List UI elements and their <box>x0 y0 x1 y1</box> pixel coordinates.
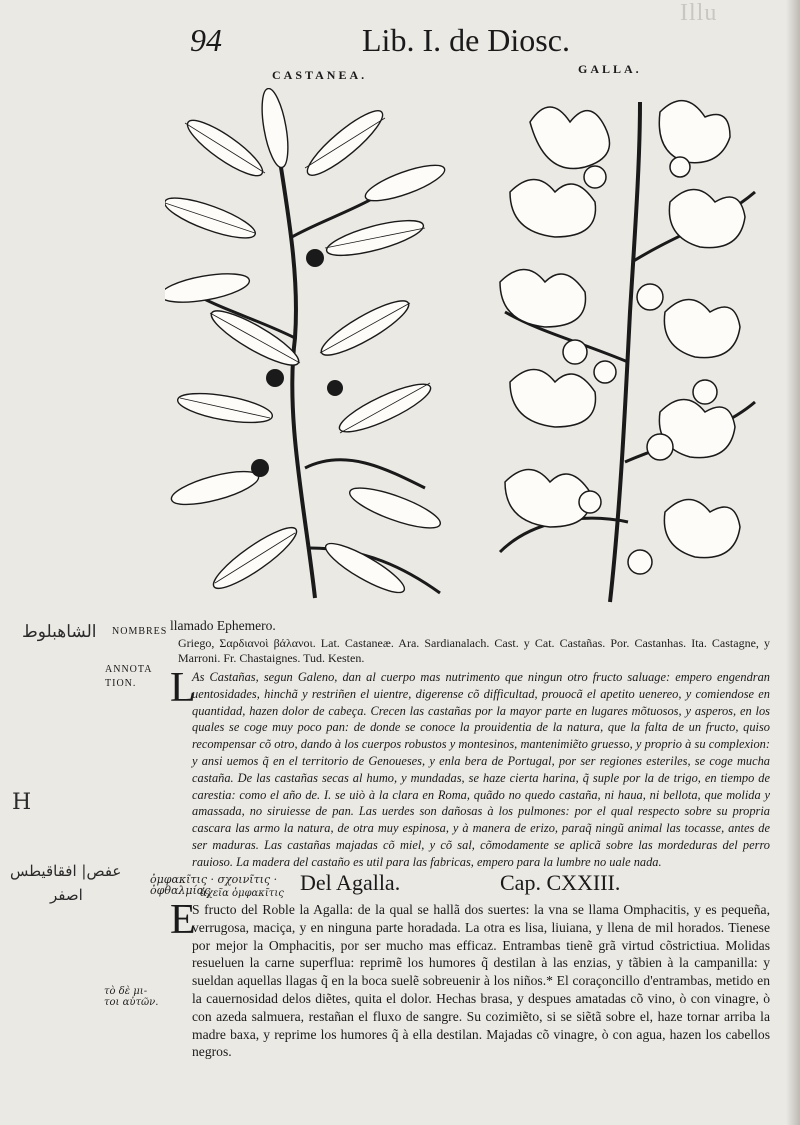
margin-arabic-3: اصفر <box>50 886 83 904</box>
galla-greek-heading-2: ἀχεῖα ὀμφακῖτις <box>200 888 284 899</box>
margin-nombres: NOMBRES <box>112 626 168 637</box>
galla-label: GALLA. <box>578 62 642 76</box>
castanea-woodcut <box>165 88 455 608</box>
page-edge-shadow <box>786 0 800 1125</box>
castanea-names: Griego, Σαρδιανοὶ βάλανοι. Lat. Castaneæ. Ara. Sardianalach. Cast. y Cat. Castañas. Por. Castanhas. Ita. Castagne, y Marroni. Fr. Chastaignes. Tud. Kesten. <box>178 636 770 665</box>
chapter-title: Del Agalla. <box>300 870 401 895</box>
castanea-first-line: llamado Ephemero. <box>170 618 276 633</box>
bleed-through-text: Illu <box>680 0 718 26</box>
margin-hand-mark: H <box>12 790 32 815</box>
galla-text: S fructo del Roble la Agalla: de la qual se hallã dos suertes: la vna se llama Omphacitis, y es pequeña, verrugosa, maciça, y en ninguna parte horadada. La otra es lisa, liuiana, y llena de mil horados. Tienese por mejor la Omphacitis, por ser mucho mas efficaz. Entrambas tienẽ grã virtud cõstrictiua. Molidas resueluen la carne superflua: reprimẽ los humores q̃ destilan à las enzias, y tãbien à la campanilla: y sueldan aquellas llagas q̃ en la boca suelẽ sobreuenir à los niños.* El coraçoncillo d'entrambas, metido en la cauernosidad delos diẽtes, quita el dolor. Hechas brasa, y despues amatadas cõ vino, ò con vinagre, ò con azeda salmuera, restañan el fluxo de sangre. Su cozimiẽto, si se siẽtã sobre el, haze tornar arriba la madre baxa, y reprime los humores q̃ à ella destilan. Majadas cõ vinagre, ò con agua, hazen los cabellos negros. <box>192 902 770 1060</box>
margin-greek-note: τὸ δὲ μι- τοι αὐτῶν. <box>104 986 159 1008</box>
galla-greek-heading: ὀμφακῖτις · σχοινῖτις · ὀφθαλμίας <box>150 873 278 897</box>
chapter-heading <box>300 870 770 900</box>
castanea-annotation: As Castañas, segun Galeno, dan al cuerpo mas nutrimento que ningun otro fructo saluage: empero engendran uentosidades, hinchã y restriñen el uientre, digerense cõ difficultad, prouocã el apetito uenereo, y comiendose en quantidad, hazen dolor de cabeça. Crecen las castañas por la mayor parte en lugares mõtuosos, y asperos, en los quales se coge muy poco pan: de donde se conoce la prouidentia de la natura, que la falta de un fructo, quiso recompensar cõ otro, dando à los cuerpos robustos y montesinos, mantenimiẽto gruesso, y proprio à su complexion: y ansi uemos q̃ en el territorio de Genoueses, y enla bera de Portugal, por ser regiones esteriles, se coge mucha castaña. De las castañas secas al humo, y mundadas, se haze cierta harina, q̃ suple por la de trigo, en tiempo de carestia: como el año de. I. se uiò à la clara en Roma, quãdo no quedo castaña, ni haua, ni bellota, que molida y amassada, no siruiesse de pan. Las uerdes son dañosas à los pulmones: por el qual respecto sobre su propria cascara las armo la natura, de otra muy espinosa, y à manera de erizo, paraq̃ ningũ animal las tocasse, antes de ser maduras. Las castañas majadas cõ miel, y cõ sal, cõmodamente se aplicã sobre las mordeduras del perro rauioso. La madera del castaño es util para las fabricas, empero para la lumbre no uale nada. <box>192 670 770 869</box>
galla-dropcap: E <box>170 897 196 943</box>
page-number: 94 <box>190 22 222 58</box>
margin-annotation: ANNOTA TION. <box>105 664 152 689</box>
running-head: Lib. I. de Diosc. <box>362 22 570 58</box>
margin-arabic-1: الشاهبلوط <box>22 622 97 642</box>
castanea-dropcap: L <box>170 665 196 711</box>
margin-arabic-2: عفص| افقاقيطس <box>10 862 122 880</box>
galla-woodcut <box>490 82 770 612</box>
chapter-number: Cap. CXXIII. <box>500 870 621 895</box>
castanea-label: CASTANEA. <box>272 68 368 82</box>
